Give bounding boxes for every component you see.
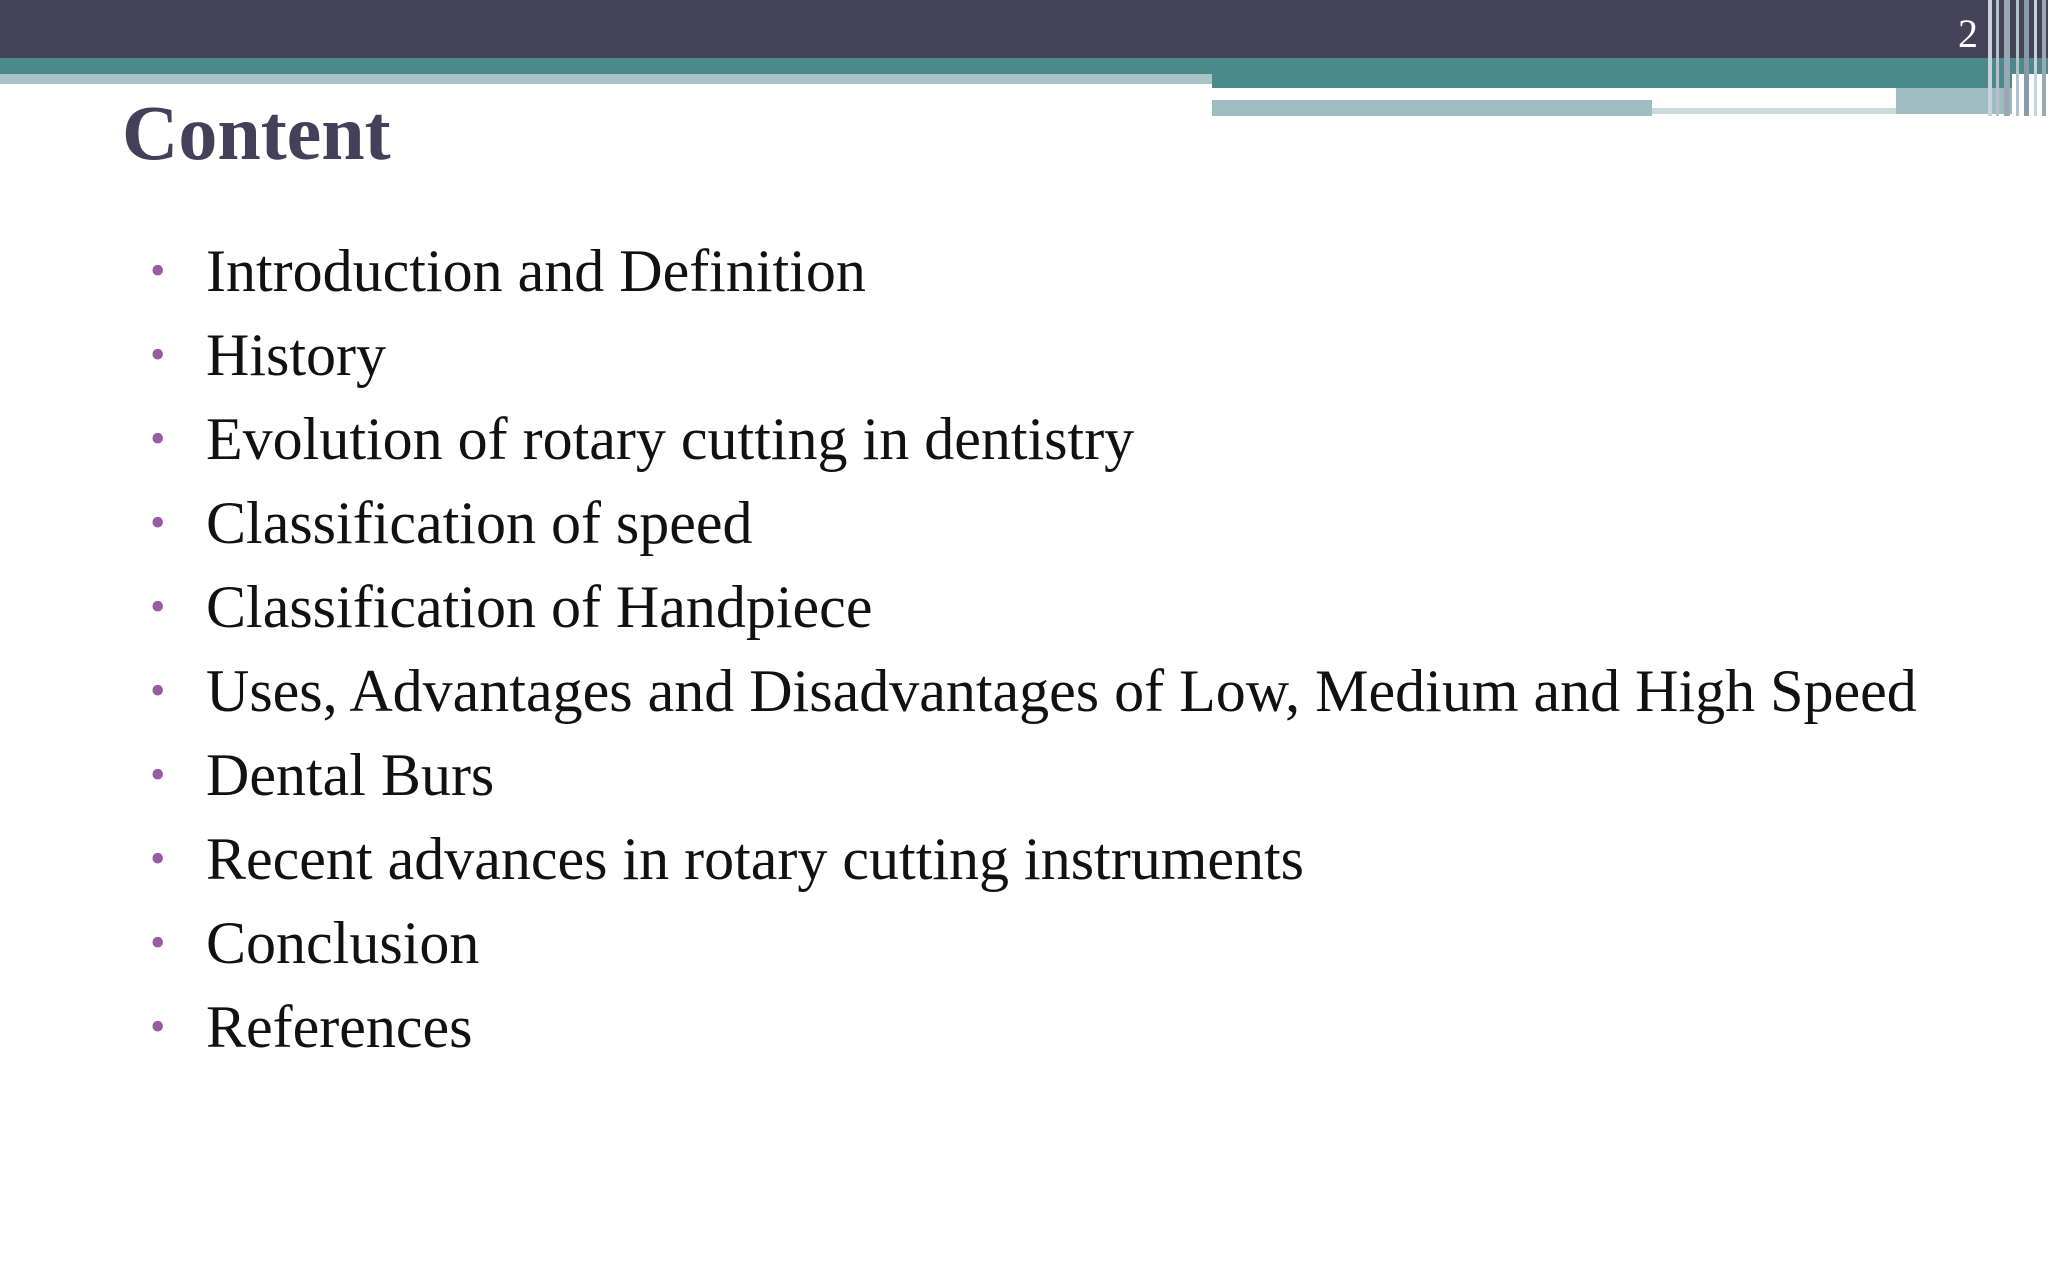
header-band-light-left xyxy=(0,74,1212,84)
header-band-lower xyxy=(1212,100,1652,116)
page-number: 2 xyxy=(1958,11,1978,56)
header-vertical-stripes xyxy=(1988,0,2048,116)
bullet-icon: • xyxy=(150,246,166,295)
bullet-icon: • xyxy=(150,1002,166,1051)
content-list xyxy=(140,234,1926,1074)
list-item xyxy=(140,906,1926,980)
bullet-icon: • xyxy=(150,750,166,799)
bullet-icon: • xyxy=(150,414,166,463)
list-item xyxy=(140,234,1926,308)
bullet-icon: • xyxy=(150,918,166,967)
list-item xyxy=(140,990,1926,1064)
bullet-icon: • xyxy=(150,330,166,379)
list-item-text: Evolution of rotary cutting in dentistry xyxy=(206,406,1135,472)
list-item xyxy=(140,402,1926,476)
header-band-teal xyxy=(0,58,2048,74)
list-item-text: Conclusion xyxy=(206,910,480,976)
header-thin-line xyxy=(1212,92,1896,98)
bullet-icon: • xyxy=(150,582,166,631)
list-item-text: Uses, Advantages and Disadvantages of Low, Medium and High Speed xyxy=(206,658,1917,724)
list-item-text: References xyxy=(206,994,473,1060)
list-item xyxy=(140,486,1926,560)
header-band-light-right xyxy=(1212,74,2012,88)
list-item-text: Dental Burs xyxy=(206,742,495,808)
list-item-text: Recent advances in rotary cutting instruments xyxy=(206,826,1305,892)
bullet-icon: • xyxy=(150,498,166,547)
header-band-dark xyxy=(0,0,2048,58)
bullet-icon: • xyxy=(150,834,166,883)
list-item xyxy=(140,654,1926,728)
list-item-text: Classification of speed xyxy=(206,490,753,556)
list-item-text: History xyxy=(206,322,386,388)
list-item-text: Introduction and Definition xyxy=(206,238,866,304)
list-item xyxy=(140,738,1926,812)
bullet-icon: • xyxy=(150,666,166,715)
list-item xyxy=(140,318,1926,392)
list-item xyxy=(140,570,1926,644)
slide-title: Content xyxy=(122,89,391,176)
list-item-text: Classification of Handpiece xyxy=(206,574,873,640)
list-item xyxy=(140,822,1926,896)
